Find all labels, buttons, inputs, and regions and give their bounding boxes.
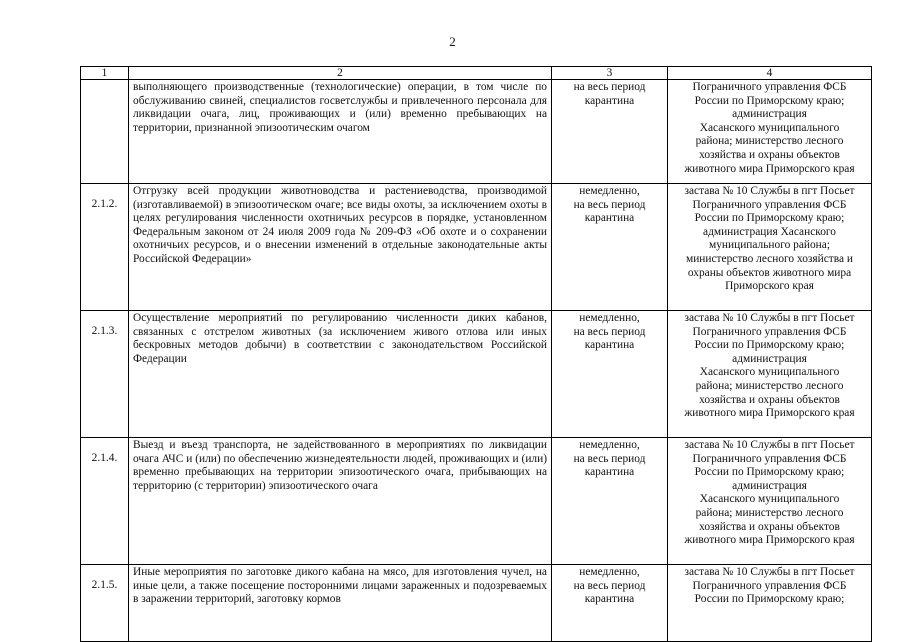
item-number bbox=[81, 80, 129, 184]
responsible-line: застава № 10 Службы в пгт Посьет bbox=[684, 312, 855, 324]
term-line: карантина bbox=[584, 466, 635, 479]
responsible-line: застава № 10 Службы в пгт Посьет bbox=[684, 185, 855, 197]
responsible-parties bbox=[668, 311, 872, 438]
measure-term bbox=[552, 311, 668, 438]
responsible-line: администрация bbox=[732, 108, 807, 121]
column-header: 2 bbox=[129, 67, 552, 80]
column-header: 1 bbox=[81, 67, 129, 80]
measure-description: выполняющего производственные (технологические) операции, в том числе по обслуживанию свиней, специалистов госветслужбы и привлеченного персонала для ликвидации очага, лиц, проживающих и (или) временно пребывающих на территории, признанной эпизоотическим очагом bbox=[129, 80, 552, 184]
measure-term bbox=[552, 438, 668, 565]
measures-table bbox=[80, 66, 872, 642]
measure-description: Иные мероприятия по заготовке дикого кабана на мясо, для изготовления чучел, на иные цели, а также посещение посторонними лицами зараженных и подозреваемых в заражении территорий, заготовку кормов bbox=[129, 565, 552, 642]
responsible-line: района; министерство лесного bbox=[695, 506, 844, 519]
responsible-line: хозяйства и охраны объектов bbox=[699, 520, 840, 533]
term-line: карантина bbox=[584, 339, 635, 352]
measure-term bbox=[552, 184, 668, 311]
responsible-line: администрация bbox=[732, 352, 807, 365]
responsible-line: Пограничного управления ФСБ bbox=[692, 579, 847, 592]
responsible-line: хозяйства и охраны объектов bbox=[699, 393, 840, 406]
responsible-line: России по Приморскому краю; bbox=[694, 339, 845, 352]
responsible-line: России по Приморскому краю; bbox=[694, 466, 845, 479]
responsible-line: России по Приморскому краю; bbox=[694, 94, 845, 107]
term-line: немедленно, bbox=[579, 566, 640, 578]
measure-term bbox=[552, 80, 668, 184]
responsible-line: Пограничного управления ФСБ bbox=[692, 325, 847, 338]
item-number: 2.1.5. bbox=[81, 565, 129, 642]
term-line: немедленно, bbox=[579, 439, 640, 451]
table-row bbox=[81, 311, 872, 438]
responsible-line: России по Приморскому краю; bbox=[694, 593, 845, 606]
term-line: на весь период bbox=[573, 325, 646, 338]
term-line: немедленно, bbox=[579, 185, 640, 197]
term-line: на весь период bbox=[573, 452, 646, 465]
measure-description: Осуществление мероприятий по регулированию численности диких кабанов, связанных с отстрелом животных (за исключением живого отлова или иных бескровных методов добычи) в соответствии с законодательством Российской Федерации bbox=[129, 311, 552, 438]
responsible-line: Хасанского муниципального bbox=[699, 366, 840, 379]
term-line: карантина bbox=[584, 593, 635, 606]
term-line: на весь период bbox=[573, 198, 646, 211]
responsible-parties bbox=[668, 565, 872, 642]
item-number: 2.1.2. bbox=[81, 184, 129, 311]
term-line: карантина bbox=[584, 94, 635, 107]
column-header: 4 bbox=[668, 67, 872, 80]
responsible-line: администрация Хасанского bbox=[703, 225, 836, 238]
measure-description: Выезд и въезд транспорта, не задействованного в мероприятиях по ликвидации очага АЧС и (или) по обеспечению жизнедеятельности людей, проживающих и (или) временно пребывающих на территории эпизоотического очага, прибывающих на территорию (с территории) эпизоотического очага bbox=[129, 438, 552, 565]
table-row bbox=[81, 565, 872, 642]
responsible-line: Приморского края bbox=[725, 280, 814, 293]
table-row bbox=[81, 438, 872, 565]
responsible-line: министерство лесного хозяйства и bbox=[685, 252, 853, 265]
table-header-row bbox=[81, 67, 872, 80]
responsible-line: администрация bbox=[732, 479, 807, 492]
term-line: немедленно, bbox=[579, 312, 640, 324]
measure-description: Отгрузку всей продукции животноводства и растениеводства, производимой (изготавливаемой) в эпизоотическом очаге; все виды охоты, за исключением охоты в целях регулирования численности охотничьих ресурсов в порядке, установленном Федеральным законом от 24 июля 2009 года № 209-ФЗ «Об охоте и о сохранении охотничьих ресурсов, и о внесении изменений в отдельные законодательные акты Российской Федерации» bbox=[129, 184, 552, 311]
responsible-line: животного мира Приморского края bbox=[684, 162, 855, 175]
responsible-line: Пограничного управления ФСБ bbox=[692, 452, 847, 465]
measure-term bbox=[552, 565, 668, 642]
responsible-line: района; министерство лесного bbox=[695, 135, 844, 148]
responsible-line: застава № 10 Службы в пгт Посьет bbox=[684, 439, 855, 451]
responsible-line: хозяйства и охраны объектов bbox=[699, 148, 840, 161]
responsible-line: района; министерство лесного bbox=[695, 379, 844, 392]
item-number: 2.1.4. bbox=[81, 438, 129, 565]
responsible-parties bbox=[668, 80, 872, 184]
responsible-parties bbox=[668, 184, 872, 311]
responsible-parties bbox=[668, 438, 872, 565]
table-row bbox=[81, 184, 872, 311]
term-line: на весь период bbox=[573, 579, 646, 592]
responsible-line: застава № 10 Службы в пгт Посьет bbox=[684, 566, 855, 578]
responsible-line: животного мира Приморского края bbox=[684, 407, 855, 420]
term-line: карантина bbox=[584, 212, 635, 225]
column-header: 3 bbox=[552, 67, 668, 80]
responsible-line: России по Приморскому краю; bbox=[694, 212, 845, 225]
responsible-line: Хасанского муниципального bbox=[699, 121, 840, 134]
responsible-line: Пограничного управления ФСБ bbox=[692, 81, 847, 93]
item-number: 2.1.3. bbox=[81, 311, 129, 438]
responsible-line: Пограничного управления ФСБ bbox=[692, 198, 847, 211]
page-number: 2 bbox=[449, 34, 456, 49]
responsible-line: Хасанского муниципального bbox=[699, 493, 840, 506]
term-line: на весь период bbox=[573, 81, 646, 93]
responsible-line: животного мира Приморского края bbox=[684, 534, 855, 547]
table-row bbox=[81, 80, 872, 184]
responsible-line: муниципального района; bbox=[709, 239, 830, 252]
responsible-line: охраны объектов животного мира bbox=[687, 266, 852, 279]
